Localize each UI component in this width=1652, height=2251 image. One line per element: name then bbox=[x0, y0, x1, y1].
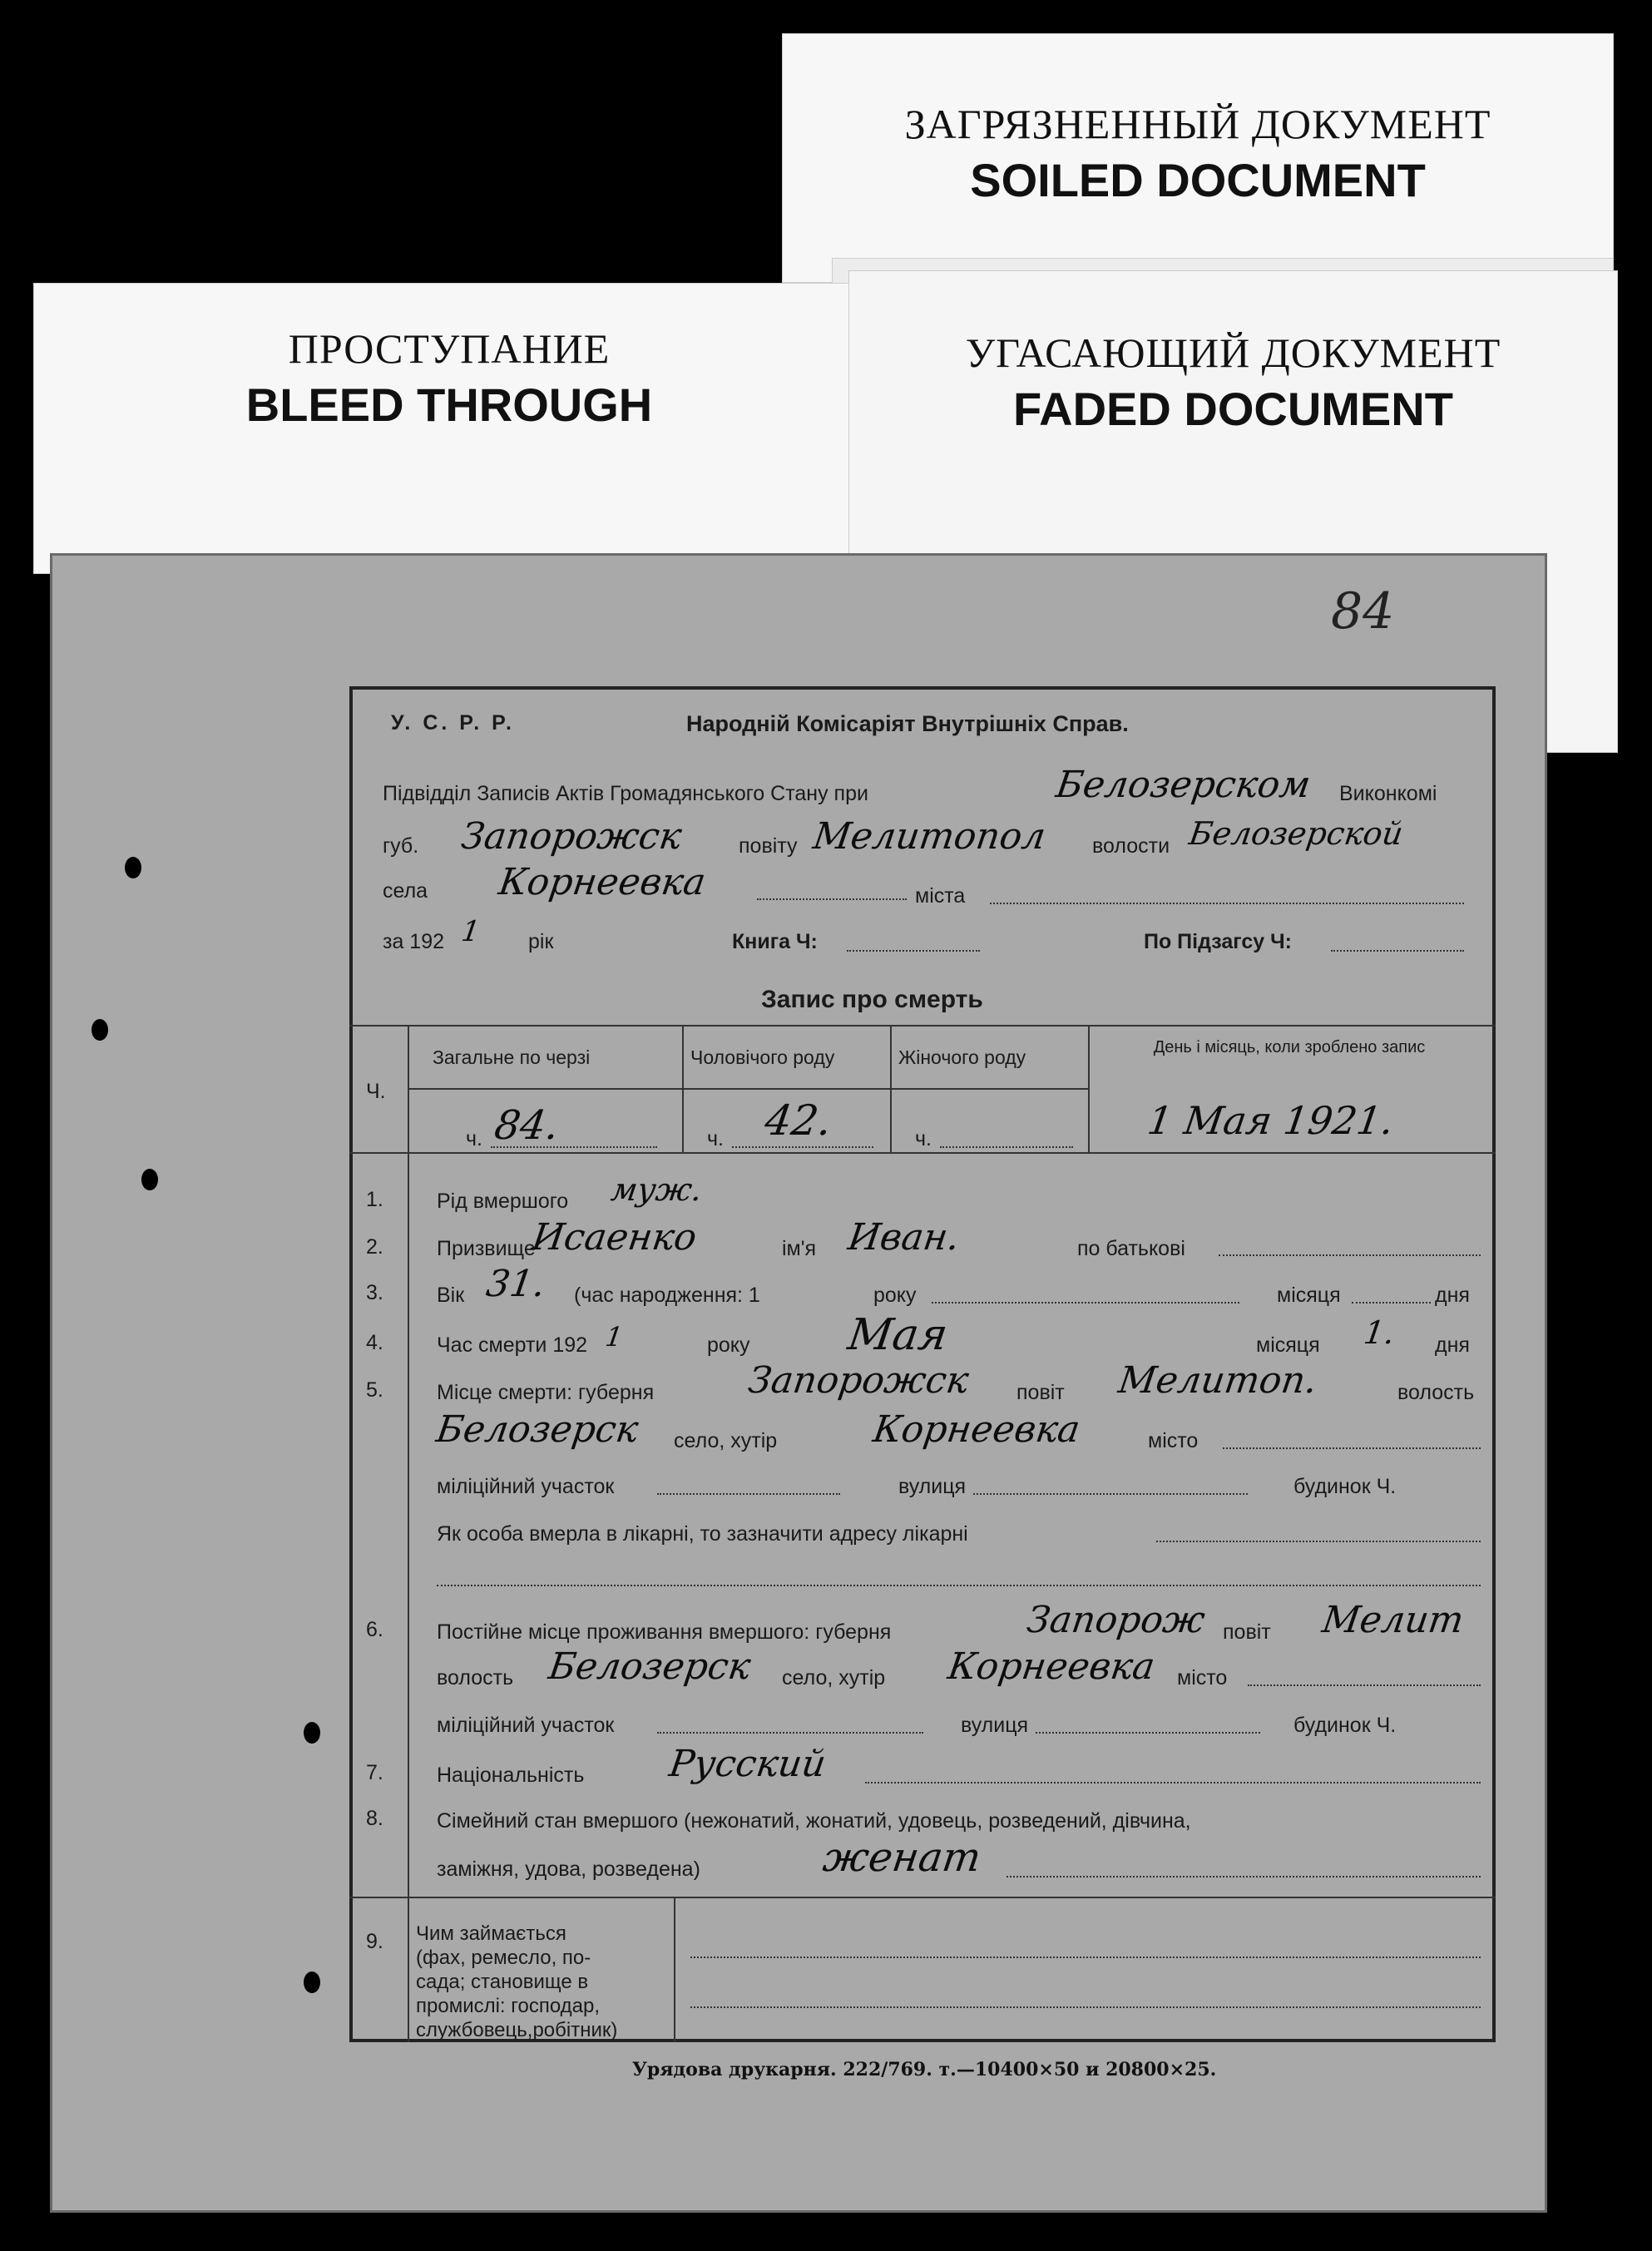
residence-gub-hw: Запорож bbox=[1024, 1599, 1208, 1641]
row3-label4: місяця bbox=[1277, 1284, 1341, 1307]
soiled-document-label bbox=[782, 33, 1614, 283]
row6-label3: волость bbox=[437, 1666, 514, 1689]
name-hw: Иван. bbox=[845, 1216, 962, 1259]
table-mid-line bbox=[408, 1088, 1088, 1090]
kniga-label: Книга Ч: bbox=[732, 930, 818, 953]
row7-dots bbox=[865, 1782, 1481, 1783]
row8-dots bbox=[1007, 1876, 1481, 1877]
punch-hole bbox=[125, 857, 141, 878]
death-village-hw: Корнеевка bbox=[870, 1408, 1083, 1451]
row6-label5: місто bbox=[1177, 1666, 1228, 1689]
record-title: Запис про смерть bbox=[761, 986, 983, 1013]
row6-label1: Постійне місце проживання вмершого: губерня bbox=[437, 1620, 892, 1644]
row9-top-line bbox=[349, 1897, 1496, 1898]
row4-label1: Час смерти 192 bbox=[437, 1333, 588, 1357]
table-top-line bbox=[349, 1025, 1496, 1027]
col-total-header: Загальне по черзі bbox=[433, 1046, 591, 1068]
val3-ch: ч. bbox=[915, 1127, 932, 1150]
subdept-label: Підвідділ Записів Актів Громадянського Стану при bbox=[383, 782, 868, 805]
residence-volost-hw: Белозерск bbox=[546, 1645, 754, 1688]
row-num-6: 6. bbox=[366, 1618, 383, 1641]
row5-uchastok-dots bbox=[657, 1493, 840, 1495]
col-female-header: Жіночого роду bbox=[898, 1046, 1026, 1068]
row5-label9: Як особа вмерла в лікарні, то зазначити адресу лікарні bbox=[437, 1522, 968, 1546]
row5-label5: місто bbox=[1148, 1429, 1199, 1452]
row-num-5: 5. bbox=[366, 1378, 383, 1402]
residence-povit-hw: Мелит bbox=[1319, 1599, 1467, 1641]
volost-hw: Белозерской bbox=[1186, 815, 1406, 852]
row5-hospital-dots bbox=[1156, 1541, 1481, 1542]
faded-label-ru: УГАСАЮЩИЙ ДОКУМЕНТ bbox=[965, 329, 1501, 376]
row1-hw: муж. bbox=[608, 1171, 705, 1208]
row6-label7: вулиця bbox=[961, 1714, 1029, 1737]
row4-label2: року bbox=[707, 1333, 750, 1357]
col-date-header: День і місяць, коли зроблено запис bbox=[1153, 1038, 1426, 1056]
row4-label3: місяця bbox=[1256, 1333, 1320, 1357]
soiled-label-en: SOILED DOCUMENT bbox=[970, 154, 1426, 206]
row9-divider bbox=[674, 1897, 675, 2042]
death-month-hw: Мая bbox=[844, 1310, 951, 1360]
residence-village-hw: Корнеевка bbox=[945, 1645, 1158, 1688]
bleed-through-label bbox=[33, 283, 865, 574]
row6-uchastok-dots bbox=[657, 1732, 923, 1734]
row5-label4: село, хутір bbox=[674, 1429, 778, 1452]
row7-label: Національність bbox=[437, 1764, 585, 1787]
val2-ch: ч. bbox=[707, 1127, 724, 1150]
val3-dots bbox=[940, 1146, 1073, 1148]
row4-label4: дня bbox=[1435, 1333, 1470, 1357]
row5-hospital-dots2 bbox=[437, 1585, 1481, 1586]
table-ch-label: Ч. bbox=[366, 1080, 386, 1103]
commissariat-header: Народній Комісаріят Внутрішніх Справ. bbox=[686, 711, 1129, 736]
selo-label: села bbox=[383, 879, 428, 903]
pidzagsu-label: По Підзагсу Ч: bbox=[1144, 930, 1293, 953]
rik-label: рік bbox=[528, 930, 554, 953]
selo-hw: Корнеевка bbox=[496, 861, 709, 903]
row6-street-dots bbox=[1036, 1732, 1260, 1734]
selo-dots bbox=[757, 898, 907, 900]
sheet-number: 84 bbox=[1331, 582, 1395, 641]
row5-label8: будинок Ч. bbox=[1293, 1475, 1397, 1498]
soiled-label-ru: ЗАГРЯЗНЕННЫЙ ДОКУМЕНТ bbox=[904, 101, 1491, 147]
ussr-header: У. С. Р. Р. bbox=[391, 711, 515, 735]
executive-committee-hw: Белозерском bbox=[1053, 764, 1313, 806]
row-num-7: 7. bbox=[366, 1761, 383, 1784]
bleed-label-en: BLEED THROUGH bbox=[245, 378, 653, 431]
row5-label3: волость bbox=[1397, 1381, 1475, 1404]
row3-label1: Вік bbox=[437, 1284, 465, 1307]
faded-label-en: FADED DOCUMENT bbox=[1013, 383, 1453, 435]
punch-hole bbox=[92, 1019, 108, 1041]
za-hw: 1 bbox=[459, 915, 482, 948]
punch-hole bbox=[304, 1722, 320, 1744]
gub-hw: Запорожск bbox=[458, 815, 685, 858]
occupation-line: сада; становище в bbox=[416, 1971, 589, 1993]
row6-label2: повіт bbox=[1223, 1620, 1271, 1644]
row3-dots2 bbox=[1352, 1302, 1431, 1304]
row2-label3: по батькові bbox=[1077, 1237, 1185, 1260]
table-bottom-line bbox=[349, 1152, 1496, 1154]
col-line-2 bbox=[890, 1025, 892, 1152]
col-male-header: Чоловічого роду bbox=[690, 1046, 835, 1068]
marital-status-hw: женат bbox=[820, 1834, 984, 1881]
punch-hole bbox=[141, 1169, 158, 1190]
row-num-3: 3. bbox=[366, 1281, 383, 1304]
za-label: за 192 bbox=[383, 930, 445, 953]
row8-label1: Сімейний стан вмершого (нежонатий, жонатий, удовець, розведений, дівчина, bbox=[437, 1809, 1191, 1833]
row3-label3: року bbox=[873, 1284, 917, 1307]
row3-label2: (час народження: 1 bbox=[574, 1284, 760, 1307]
row6-label4: село, хутір bbox=[782, 1666, 886, 1689]
row6-label6: міліційний участок bbox=[437, 1714, 615, 1737]
bleed-label-ru: ПРОСТУПАНИЕ bbox=[288, 325, 611, 372]
surname-hw: Исаенко bbox=[529, 1216, 700, 1259]
row2-label1: Призвище bbox=[437, 1237, 536, 1260]
row-num-9: 9. bbox=[366, 1930, 383, 1953]
occupation-label bbox=[416, 1922, 670, 2042]
male-number-hw: 42. bbox=[761, 1096, 835, 1145]
kniga-dots bbox=[847, 950, 980, 952]
occupation-line: Чим займається bbox=[416, 1922, 566, 1945]
death-year-hw: 1 bbox=[603, 1321, 626, 1353]
row8-label2: заміжня, удова, розведена) bbox=[437, 1858, 700, 1881]
punch-hole bbox=[304, 1971, 320, 1993]
row3-dots1 bbox=[932, 1302, 1239, 1304]
total-number-hw: 84. bbox=[492, 1102, 562, 1149]
row3-label5: дня bbox=[1435, 1284, 1470, 1307]
col-line-3 bbox=[1088, 1025, 1090, 1152]
val1-dots bbox=[491, 1146, 657, 1148]
occupation-dots-2 bbox=[690, 2006, 1481, 2008]
printer-footer: Урядова друкарня. 222/769. т.—10400×50 и 20800×25. bbox=[632, 2059, 1217, 2080]
death-gub-hw: Запорожск bbox=[745, 1359, 972, 1402]
row6-label8: будинок Ч. bbox=[1293, 1714, 1397, 1737]
executive-committee-suffix: Виконкомі bbox=[1339, 782, 1437, 805]
row-num-2: 2. bbox=[366, 1235, 383, 1259]
misto-label: міста bbox=[915, 884, 966, 908]
col-line-1 bbox=[682, 1025, 684, 1152]
record-date-hw: 1 Мая 1921. bbox=[1145, 1098, 1397, 1143]
row2-label2: ім'я bbox=[782, 1237, 817, 1260]
number-column-line bbox=[408, 1025, 409, 2042]
povit-hw: Мелитопол bbox=[810, 815, 1049, 858]
death-day-hw: 1. bbox=[1361, 1314, 1397, 1351]
row5-street-dots bbox=[973, 1493, 1248, 1495]
age-hw: 31. bbox=[483, 1263, 548, 1305]
row5-label6: міліційний участок bbox=[437, 1475, 615, 1498]
misto-dots bbox=[990, 903, 1464, 904]
volost-label: волости bbox=[1092, 834, 1170, 858]
val1-ch: ч. bbox=[466, 1127, 482, 1150]
occupation-line: службовець,робітник) bbox=[416, 2019, 618, 2041]
row5-label7: вулиця bbox=[898, 1475, 967, 1498]
nationality-hw: Русский bbox=[666, 1743, 828, 1785]
death-povit-hw: Мелитоп. bbox=[1115, 1359, 1320, 1402]
row-num-8: 8. bbox=[366, 1807, 383, 1830]
gub-label: губ. bbox=[383, 834, 419, 858]
occupation-line: промислі: господар, bbox=[416, 1995, 601, 2017]
row-num-4: 4. bbox=[366, 1331, 383, 1354]
row6-misto-dots bbox=[1248, 1685, 1481, 1686]
pidzagsu-dots bbox=[1331, 950, 1464, 952]
occupation-dots-1 bbox=[690, 1957, 1481, 1958]
row1-label: Рід вмершого bbox=[437, 1190, 569, 1213]
patronymic-dots bbox=[1219, 1254, 1481, 1256]
row5-misto-dots bbox=[1223, 1447, 1481, 1449]
val2-dots bbox=[732, 1146, 873, 1148]
row-num-1: 1. bbox=[366, 1188, 383, 1211]
row5-label1: Місце смерти: губерня bbox=[437, 1381, 655, 1404]
occupation-line: (фах, ремесло, по- bbox=[416, 1947, 591, 1969]
row5-label2: повіт bbox=[1016, 1381, 1065, 1404]
povit-label: повіту bbox=[739, 834, 798, 858]
death-volost-hw: Белозерск bbox=[433, 1408, 641, 1451]
